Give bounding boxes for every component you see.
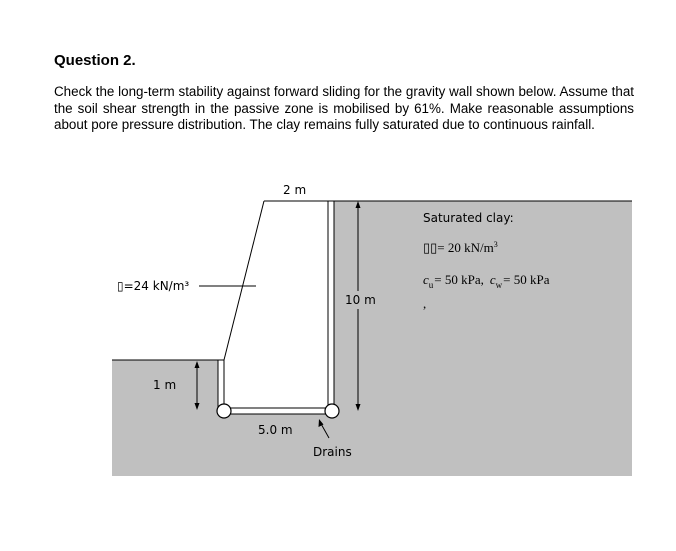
question-text: Check the long-term stability against forward sliding for the gravity wall shown below. Assume that the soil shear strength in the passive zone is mobilised by 61%. Make reasonable assumptions about pore pressure distribution. The clay remains fully saturated due to continuous rainfall. [54,84,634,132]
soil-heading: Saturated clay: [423,211,514,225]
top-width-label: 2 m [283,183,307,197]
back-drain-pipe [328,201,334,410]
wall-unit-weight-label: ▯=24 kN/m³ [117,279,190,293]
drain-outlet-right [325,404,339,418]
cw-subscript: w [495,280,503,290]
drains-label: Drains [313,445,352,459]
cu-value: = 50 kPa, [434,272,484,287]
retained-clay [112,201,632,476]
cw-symbol: c [489,272,496,287]
cu-symbol: c [423,272,429,287]
cw-value: = 50 kPa [503,272,550,287]
soil-unit-weight-text: ▯▯= 20 kN/m [423,240,494,255]
stray-mark: , [423,296,427,311]
cu-subscript: u [428,280,434,290]
soil-unit-weight [423,240,498,255]
base-width-label: 5.0 m [258,423,293,437]
drain-outlet-left [217,404,231,418]
embed-label: 1 m [153,378,177,392]
base-drain-pipe [224,408,332,414]
question-title: Question 2. [54,52,136,69]
gravity-wall [222,201,330,411]
soil-unit-weight-exponent: 3 [493,240,498,249]
height-label: 10 m [345,293,376,307]
front-drain-pipe [218,360,224,411]
